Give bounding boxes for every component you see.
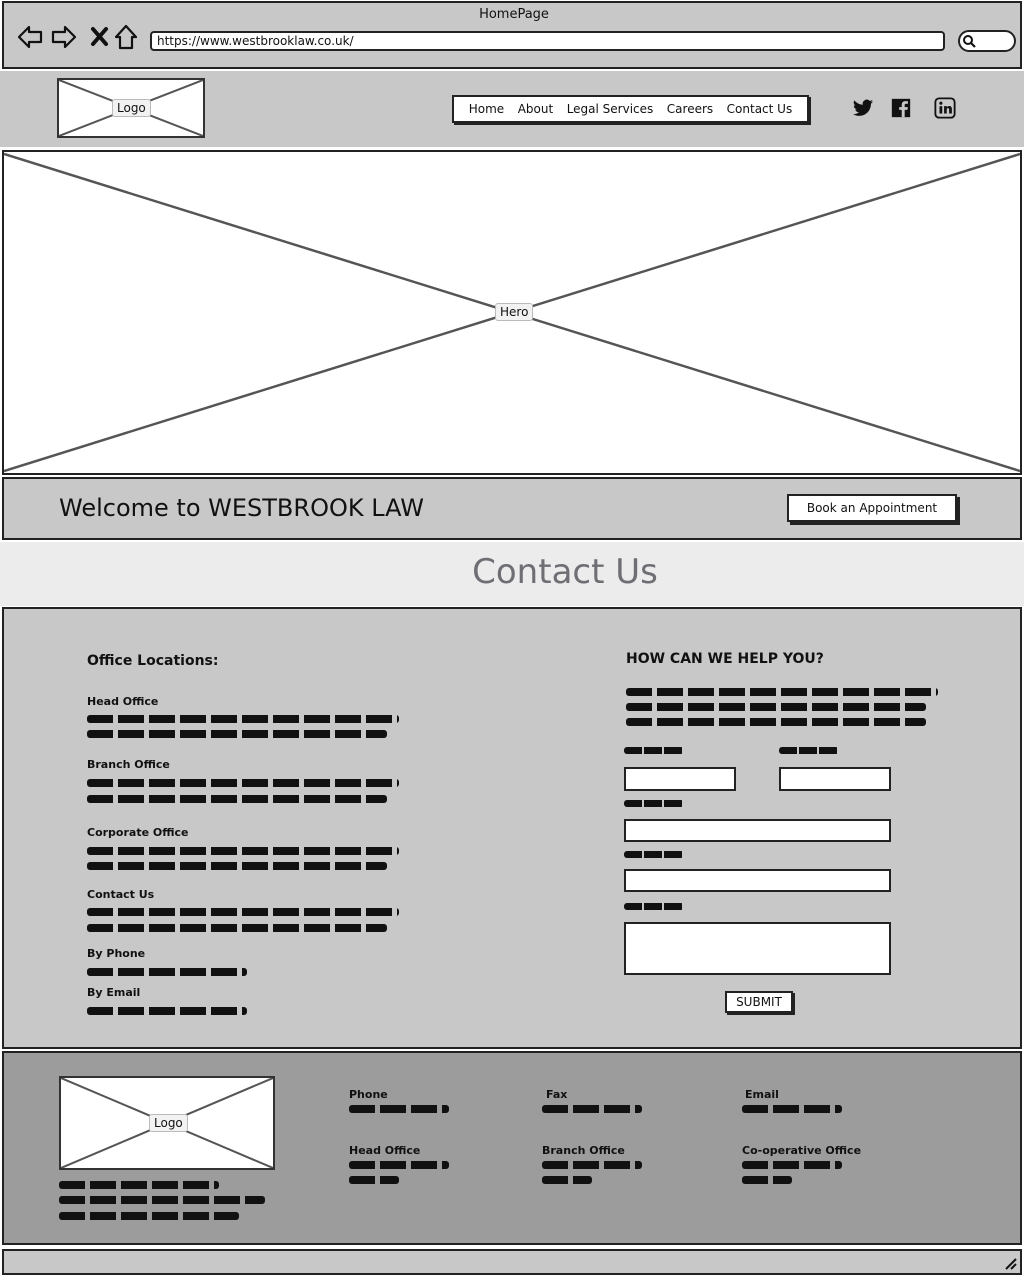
text-placeholder [87,715,399,723]
footer-logo[interactable] [59,1076,275,1170]
resize-grip-icon[interactable] [1002,1255,1018,1271]
location-head-office: Head Office [87,695,159,708]
forward-arrow-icon[interactable] [50,23,78,51]
location-contact-us: Contact Us [87,888,155,901]
footer-cooperative-office-label: Co-operative Office [742,1144,862,1157]
office-locations-heading: Office Locations: [87,653,219,669]
welcome-heading: Welcome to WESTBROOK LAW [59,494,424,522]
text-placeholder [542,1161,642,1169]
location-corporate-office: Corporate Office [87,826,189,839]
text-placeholder [626,718,926,726]
location-branch-office: Branch Office [87,758,170,771]
footer-branch-office-label: Branch Office [542,1144,625,1157]
nav-home[interactable]: Home [468,102,505,116]
footer-logo-label: Logo [149,1114,188,1132]
text-placeholder [542,1105,642,1113]
text-placeholder [87,1007,247,1015]
text-placeholder [349,1176,399,1184]
nav-about[interactable]: About [517,102,554,116]
text-placeholder [87,779,399,787]
browser-status-bar [2,1249,1022,1275]
text-placeholder [87,924,387,932]
nav-careers[interactable]: Careers [666,102,714,116]
close-icon[interactable] [86,23,114,51]
text-placeholder [742,1161,842,1169]
welcome-bar [2,477,1022,540]
hero-image [2,150,1022,475]
main-nav [452,95,809,123]
header-logo[interactable] [57,78,205,138]
text-placeholder [349,1105,449,1113]
page-title: Contact Us [472,552,658,592]
text-placeholder [87,795,387,803]
form-heading: HOW CAN WE HELP YOU? [626,651,824,667]
email-field[interactable] [624,819,891,842]
text-placeholder [59,1196,265,1204]
book-appointment-button[interactable]: Book an Appointment [787,494,957,522]
contact-section [2,607,1022,1049]
field-label-placeholder [624,903,684,910]
text-placeholder [87,968,247,976]
window-title: HomePage [479,7,549,22]
last-name-field[interactable] [779,767,891,791]
text-placeholder [626,688,938,696]
url-bar[interactable]: https://www.westbrooklaw.co.uk/ [150,31,945,51]
footer-head-office-label: Head Office [349,1144,421,1157]
message-textarea[interactable] [624,922,891,975]
text-placeholder [742,1105,842,1113]
linkedin-icon[interactable] [934,97,956,119]
field-label-placeholder [779,747,839,754]
field-label-placeholder [624,747,684,754]
contact-title-band [0,542,1024,606]
footer-fax-label: Fax [546,1088,568,1101]
home-icon[interactable] [112,23,140,51]
text-placeholder [742,1176,792,1184]
text-placeholder [59,1212,239,1220]
logo-label: Logo [112,99,151,117]
text-placeholder [349,1161,449,1169]
browser-chrome [2,1,1022,69]
footer-email-label: Email [745,1088,779,1101]
nav-legal-services[interactable]: Legal Services [566,102,654,116]
field-label-placeholder [624,851,684,858]
site-footer [2,1051,1022,1245]
location-by-phone: By Phone [87,947,146,960]
text-placeholder [626,703,926,711]
field-label-placeholder [624,800,684,807]
facebook-icon[interactable] [890,97,912,119]
nav-contact-us[interactable]: Contact Us [726,102,793,116]
location-by-email: By Email [87,986,141,999]
text-placeholder [87,847,399,855]
footer-phone-label: Phone [349,1088,388,1101]
text-placeholder [87,730,387,738]
back-arrow-icon[interactable] [16,23,44,51]
text-placeholder [542,1176,592,1184]
text-placeholder [87,862,387,870]
phone-field[interactable] [624,869,891,892]
first-name-field[interactable] [624,767,736,791]
text-placeholder [59,1181,219,1189]
search-icon [962,34,976,48]
twitter-icon[interactable] [852,97,874,119]
hero-label: Hero [495,303,533,321]
browser-search-box[interactable] [958,30,1016,52]
text-placeholder [87,908,399,916]
submit-button[interactable]: SUBMIT [725,991,793,1013]
